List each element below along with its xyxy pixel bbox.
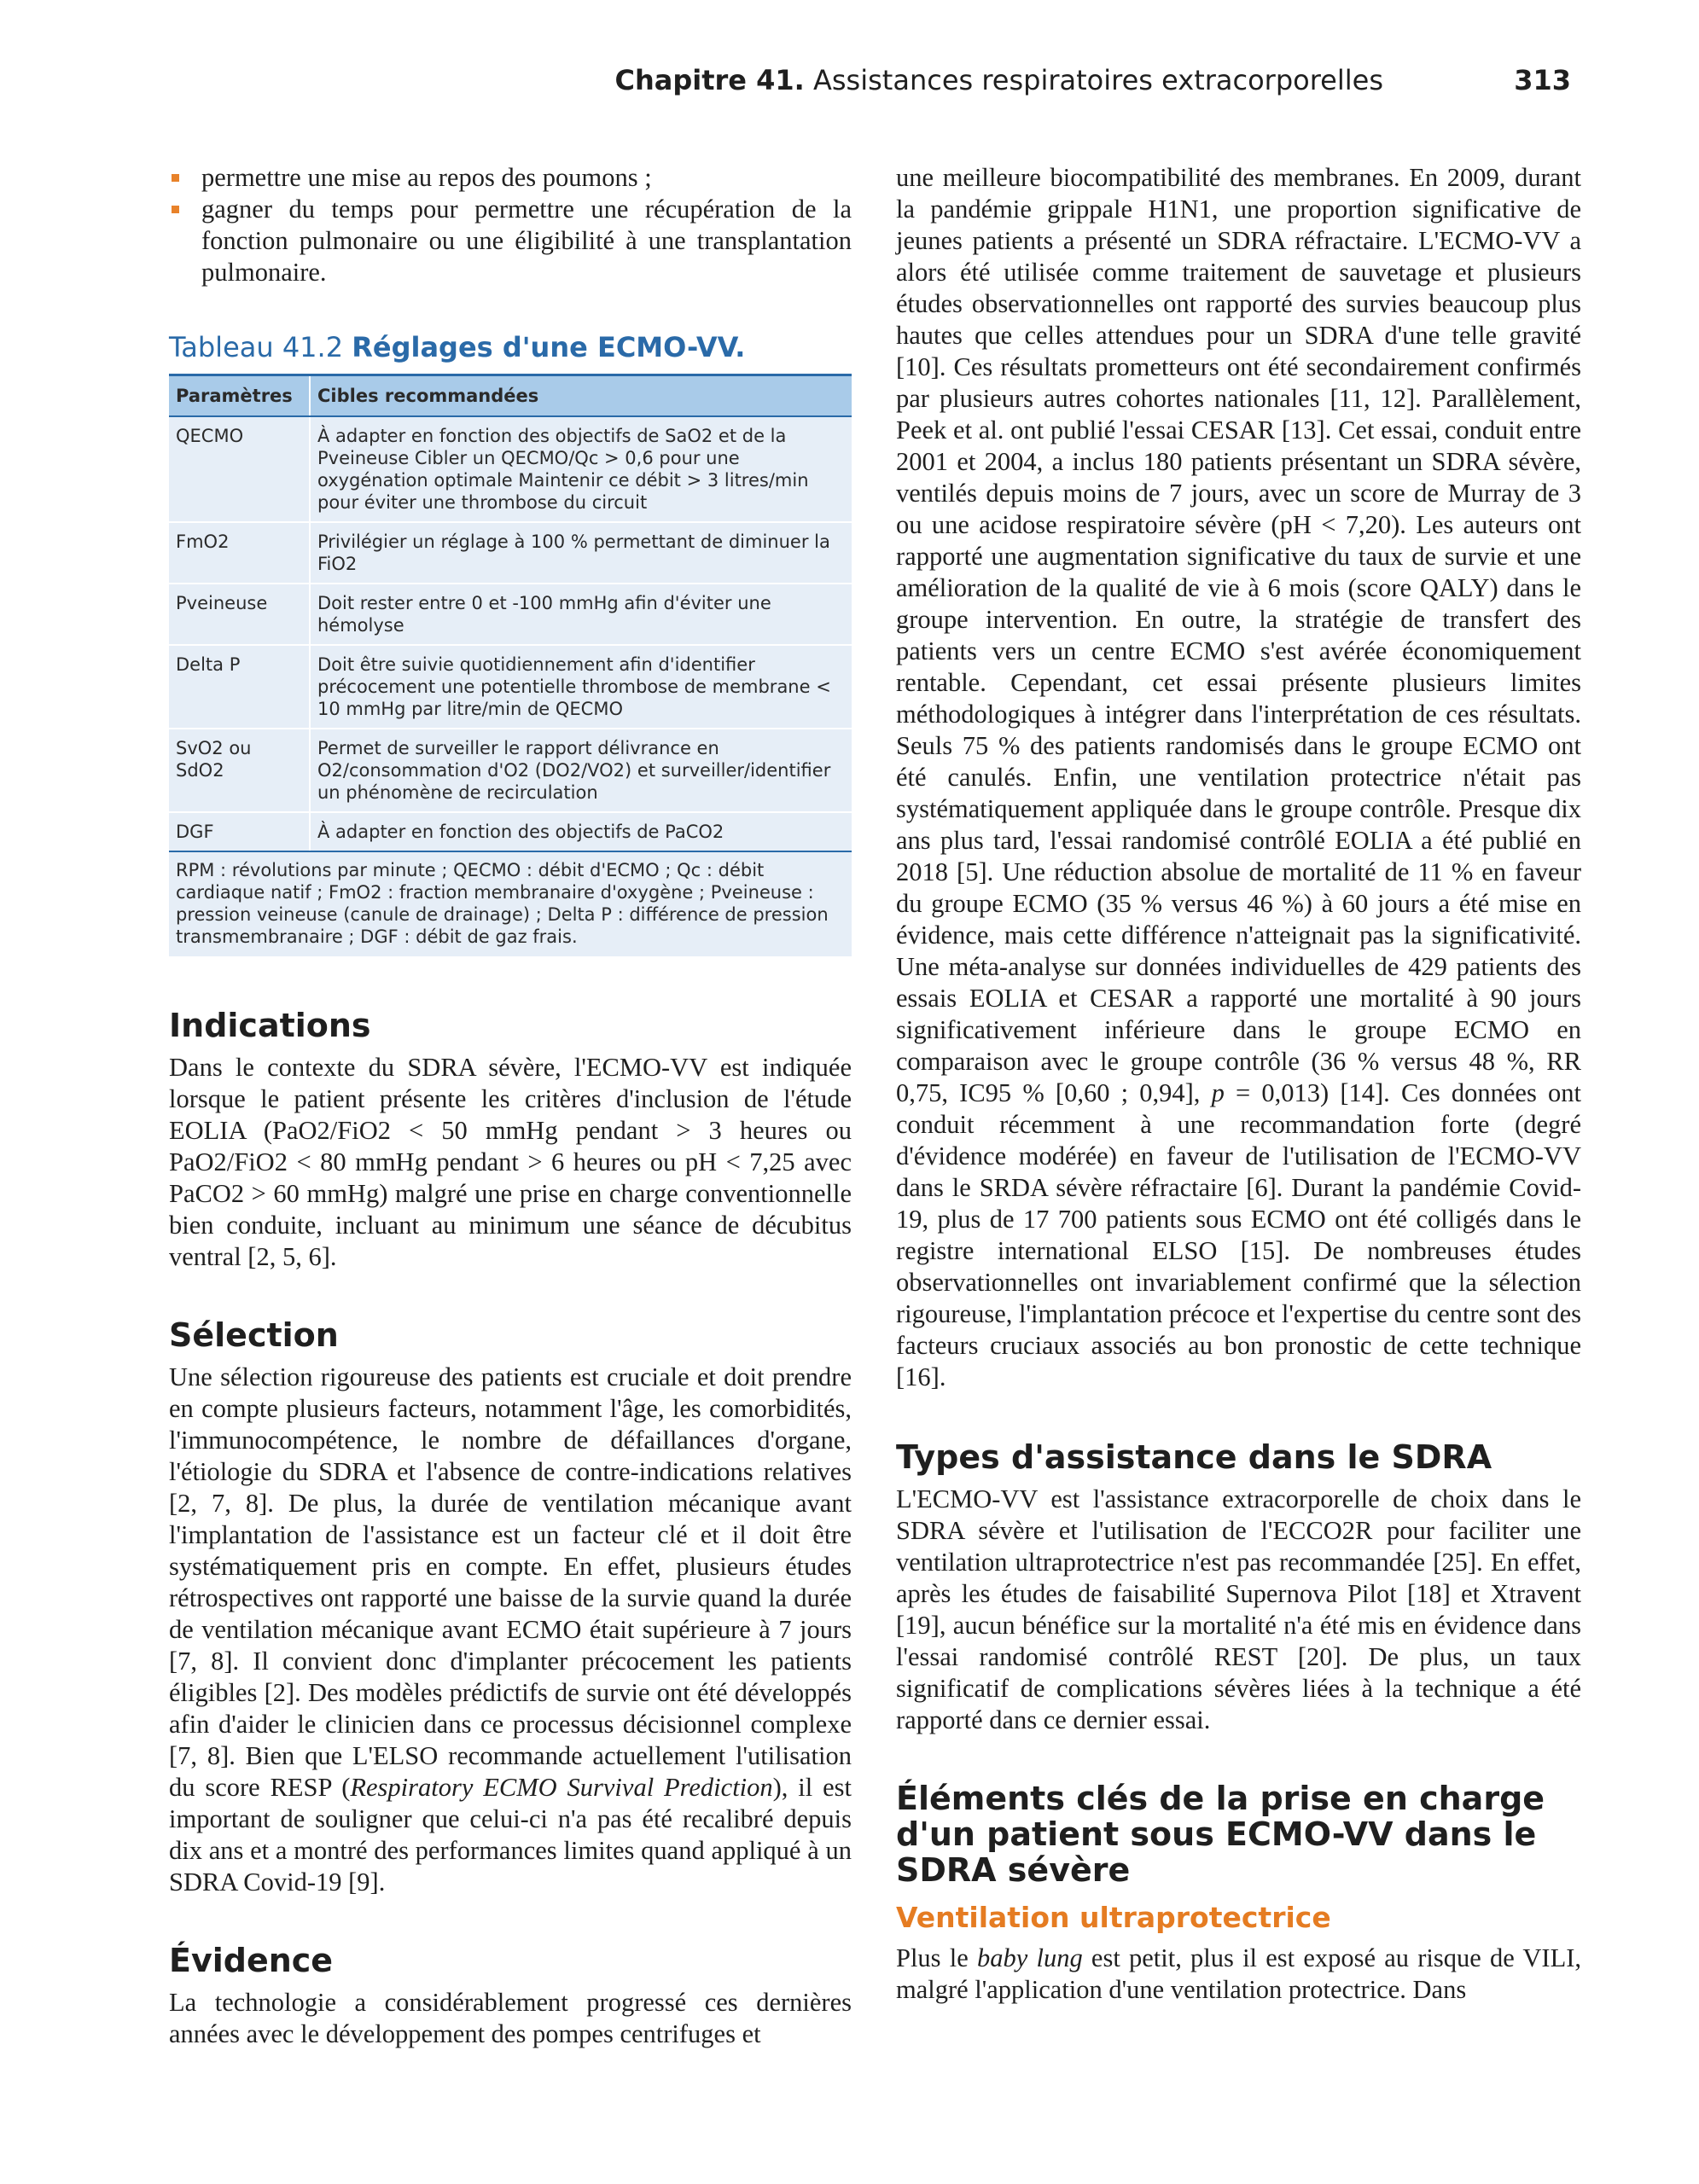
table-cell-target: Permet de surveiller le rapport délivrance en O2/consommation d'O2 (DO2/VO2) et surveiller/identifier un phénomène de recirculation: [310, 729, 852, 812]
bullet-square-icon: [172, 174, 179, 182]
bullet-square-icon: [172, 206, 179, 213]
subsection-title-ventilation: Ventilation ultraprotectrice: [896, 1901, 1331, 1934]
table-cell-target: À adapter en fonction des objectifs de PaCO2: [310, 812, 852, 851]
chapter-label: Chapitre 41.: [614, 64, 805, 96]
table-cell-param: Delta P: [169, 645, 310, 729]
settings-table: [169, 374, 852, 851]
bullet-list: [169, 162, 852, 288]
table-cell-param: FmO2: [169, 522, 310, 584]
types-paragraph: L'ECMO-VV est l'assistance extracorporelle de choix dans le SDRA sévère et l'utilisation de l'ECCO2R pour faciliter une ventilation ultraprotectrice n'est pas recommandée [25]. En effet, après les études de faisabilité Supernova Pilot [18] et Xtravent [19], aucun bénéfice sur la mortalité n'a été mis en évidence dans l'essai randomisé contrôlé REST [20]. De plus, un taux significatif de complications sévères liées à la technique a été rapporté dans ce dernier essai.: [896, 1484, 1581, 1734]
chapter-title: Assistances respiratoires extracorporelles: [812, 64, 1383, 96]
table-header-row: [169, 375, 852, 417]
table-cell-param: DGF: [169, 812, 310, 851]
table-title: Réglages d'une ECMO-VV.: [352, 331, 746, 363]
evidence-paragraph: La technologie a considérablement progressé ces dernières années avec le développement des pompes centrifuges et: [169, 1988, 852, 2048]
table-row: [169, 729, 852, 812]
bullet-item: gagner du temps pour permettre une récupération de la fonction pulmonaire ou une éligibilité à une transplantation pulmonaire.: [169, 194, 852, 288]
section-title-evidence: Évidence: [169, 1942, 334, 1979]
running-header: [0, 64, 1699, 107]
indications-paragraph: Dans le contexte du SDRA sévère, l'ECMO-VV est indiquée lorsque le patient présente les critères d'inclusion de l'étude EOLIA (PaO2/FiO2 < 50 mmHg pendant > 3 heures ou PaO2/FiO2 < 80 mmHg pendant > 6 heures ou pH < 7,25 avec PaCO2 > 60 mmHg) malgré une prise en charge conventionnelle bien conduite, incluant au minimum une séance de décubitus ventral [2, 5, 6].: [169, 1053, 852, 1271]
chapter-heading: [614, 64, 1383, 96]
bullet-item: permettre une mise au repos des poumons ;: [169, 162, 852, 194]
table-footnote: RPM : révolutions par minute ; QECMO : débit d'ECMO ; Qc : débit cardiaque natif ; FmO2 : fraction membranaire d'oxygène ; Pveineuse : pression veineuse (canule de drainage) ; Delta P : différence de pression transmembranaire ; DGF : débit de gaz frais.: [169, 851, 852, 956]
ventilation-paragraph: Plus le baby lung est petit, plus il est exposé au risque de VILI, malgré l'application d'une ventilation protectrice. Dans: [896, 1943, 1581, 2004]
selection-paragraph: Une sélection rigoureuse des patients est cruciale et doit prendre en compte plusieurs facteurs, notamment l'âge, les comorbidités, l'immunocompétence, le nombre de défaillances d'organe, l'étiologie du SDRA et l'absence de contre-indications relatives [2, 7, 8]. De plus, la durée de ventilation mécanique avant l'implantation de l'assistance est un facteur clé et il doit être systématiquement pris en compte. En effet, plusieurs études rétrospectives ont rapporté une baisse de la survie quand la durée de ventilation mécanique avant ECMO était supérieure à 7 jours [7, 8]. Il convient donc d'implanter précocement les patients éligibles [2]. Des modèles prédictifs de survie ont été développés afin d'aider le clinicien dans ce processus décisionnel complexe [7, 8]. Bien que L'ELSO recommande actuellement l'utilisation du score RESP (Respiratory ECMO Survival Prediction), il est important de souligner que celui-ci n'a pas été recalibré depuis dix ans et a montré des performances limites quand appliqué à un SDRA Covid-19 [9].: [169, 1362, 852, 1896]
table-cell-target: Doit être suivie quotidiennement afin d'identifier précocement une potentielle thrombose de membrane < 10 mmHg par litre/min de QECMO: [310, 645, 852, 729]
page-number: 313: [1514, 64, 1571, 96]
table-row: [169, 812, 852, 851]
table-cell-param: SvO2 ou SdO2: [169, 729, 310, 812]
table-cell-target: À adapter en fonction des objectifs de SaO2 et de la Pveineuse Cibler un QECMO/Qc > 0,6 pour une oxygénation optimale Maintenir ce débit > 3 litres/min pour éviter une thrombose du circuit: [310, 416, 852, 522]
table-caption: [169, 331, 852, 363]
table-cell-target: Privilégier un réglage à 100 % permettant de diminuer la FiO2: [310, 522, 852, 584]
column-header-targets: Cibles recommandées: [310, 375, 852, 417]
table-cell-target: Doit rester entre 0 et -100 mmHg afin d'éviter une hémolyse: [310, 584, 852, 645]
section-title-selection: Sélection: [169, 1316, 339, 1354]
left-column: [169, 162, 852, 2050]
section-title-types: Types d'assistance dans le SDRA: [896, 1438, 1492, 1476]
section-title-indications: Indications: [169, 1007, 371, 1044]
table-cell-param: QECMO: [169, 416, 310, 522]
table-cell-param: Pveineuse: [169, 584, 310, 645]
table-row: [169, 416, 852, 522]
column-header-parameters: Paramètres: [169, 375, 310, 417]
table-row: [169, 522, 852, 584]
right-column: [896, 162, 1581, 2006]
evidence-continued-paragraph: une meilleure biocompatibilité des membranes. En 2009, durant la pandémie grippale H1N1, une proportion significative de jeunes patients a présenté un SDRA réfractaire. L'ECMO-VV a alors été utilisée comme traitement de sauvetage et plusieurs études observationnelles ont rapporté des survies beaucoup plus hautes que celles attendues pour un SDRA d'une telle gravité [10]. Ces résultats prometteurs ont été secondairement confirmés par plusieurs autres cohortes nationales [11, 12]. Parallèlement, Peek et al. ont publié l'essai CESAR [13]. Cet essai, conduit entre 2001 et 2004, a inclus 180 patients présentant un SDRA sévère, ventilés depuis moins de 7 jours, avec un score de Murray de 3 ou une acidose respiratoire sévère (pH < 7,20). Les auteurs ont rapporté une augmentation significative du taux de survie et une amélioration de la qualité de vie à 6 mois (score QALY) dans le groupe intervention. En outre, la stratégie de transfert des patients vers un centre ECMO s'est avérée économiquement rentable. Cependant, cet essai présente plusieurs limites méthodologiques à intégrer dans l'interprétation de ces résultats. Seuls 75 % des patients randomisés dans le groupe ECMO ont été canulés. Enfin, une ventilation protectrice n'était pas systématiquement appliquée dans le groupe contrôle. Presque dix ans plus tard, l'essai randomisé contrôlé EOLIA a été publié en 2018 [5]. Une réduction absolue de mortalité de 11 % en faveur du groupe ECMO (35 % versus 46 %) à 60 jours a été mise en évidence, mais cette différence n'atteignait pas la significativité. Une méta-analyse sur données individuelles de 429 patients des essais EOLIA et CESAR a rapporté une mortalité à 90 jours significativement inférieure dans le groupe ECMO en comparaison avec le groupe contrôle (36 % versus 48 %, RR 0,75, IC95 % [0,60 ; 0,94], p = 0,013) [14]. Ces données ont conduit récemment à une recommandation forte (degré d'évidence modérée) en faveur de l'utilisation de l'ECMO-VV dans le SRDA sévère réfractaire [6]. Durant la pandémie Covid-19, plus de 17 700 patients sous ECMO ont été colligés dans le registre international ELSO [15]. De nombreuses études observationnelles ont invariablement confirmé que la sélection rigoureuse, l'implantation précoce et l'expertise du centre sont des facteurs cruciaux associés au bon pronostic de cette technique [16].: [896, 163, 1581, 1391]
section-title-key-elements: Éléments clés de la prise en charge d'un patient sous ECMO-VV dans le SDRA sévère: [896, 1780, 1545, 1889]
table-row: [169, 584, 852, 645]
resp-score-name: Respiratory ECMO Survival Prediction: [350, 1773, 773, 1802]
table-label: Tableau 41.2: [169, 331, 344, 363]
table-row: [169, 645, 852, 729]
